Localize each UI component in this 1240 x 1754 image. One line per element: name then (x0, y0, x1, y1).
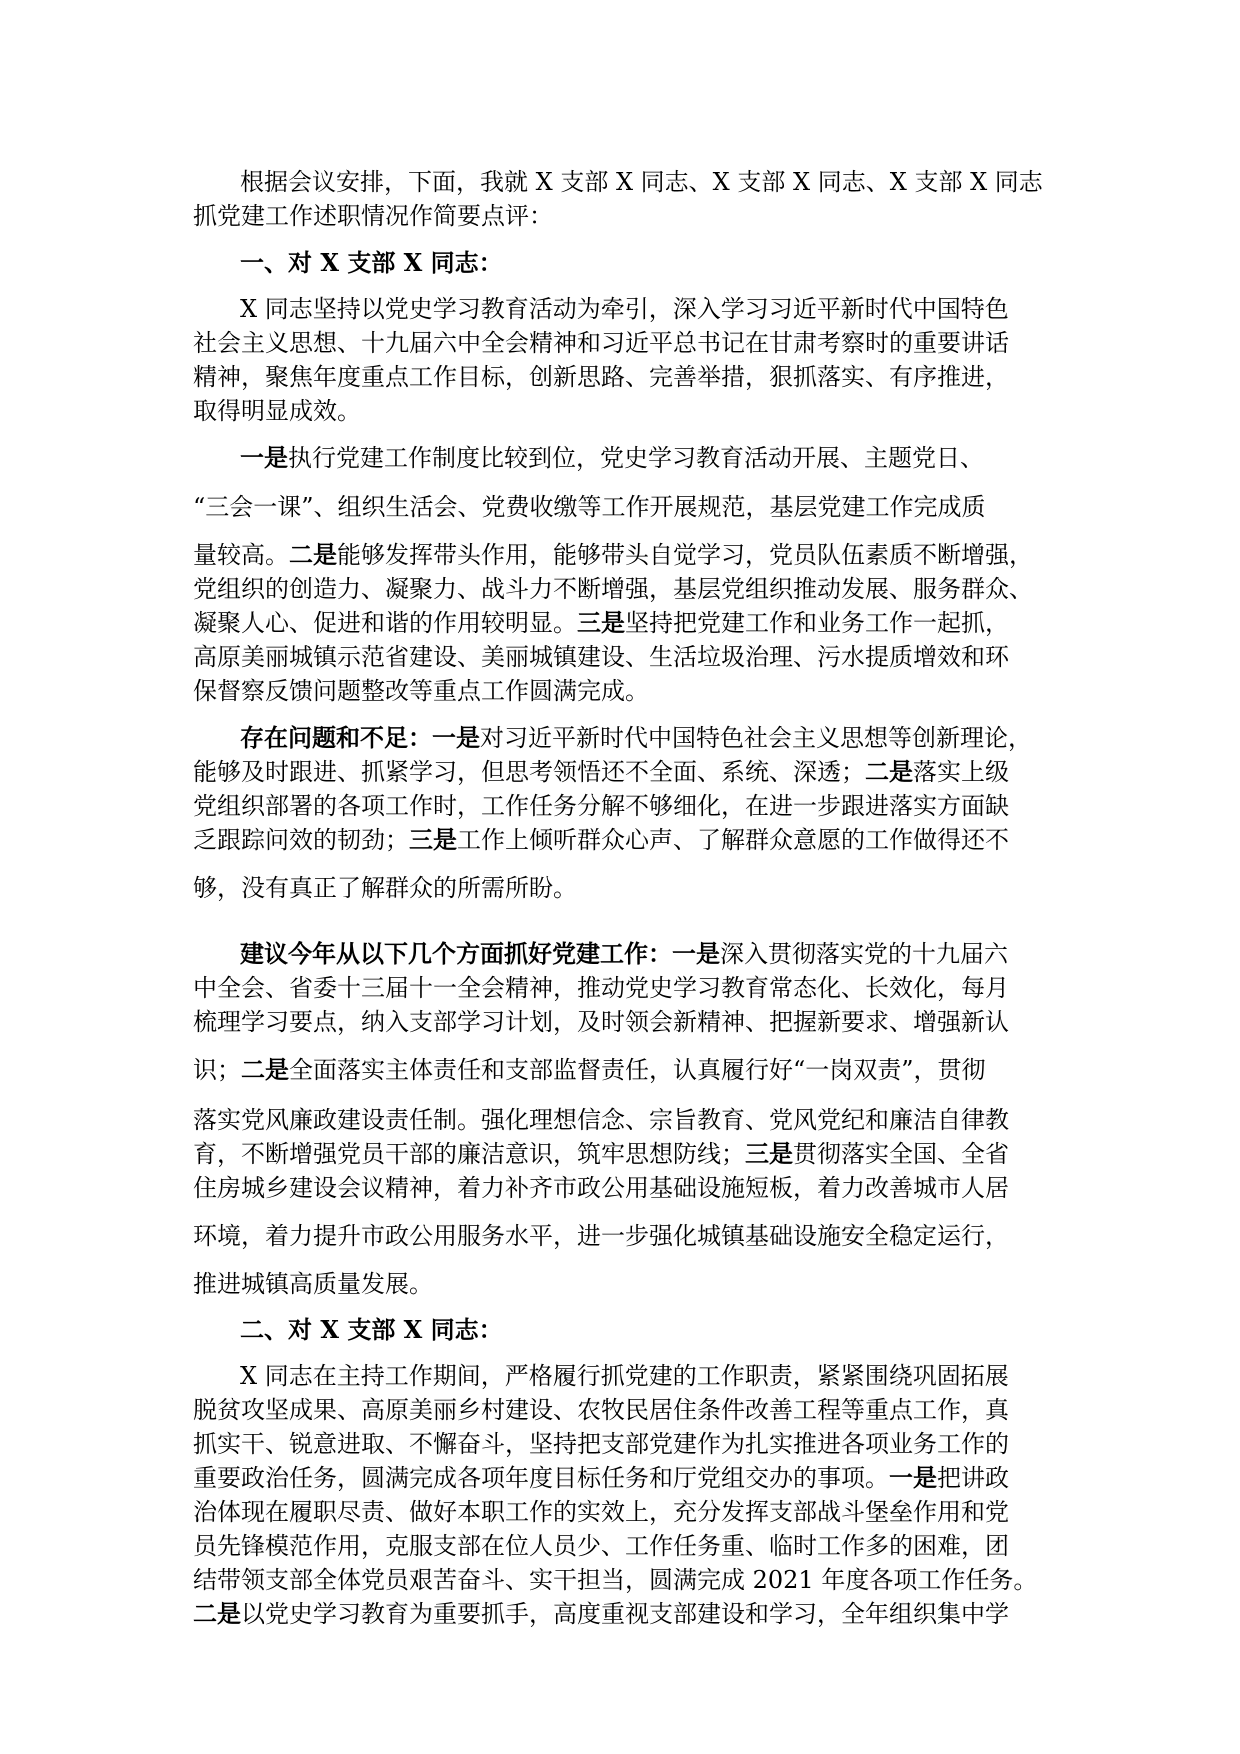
paragraph-text: 对习近平新时代中国特色社会主义思想等创新理论， (480, 724, 1032, 752)
bold-lead: 建议今年从以下几个方面抓好党建工作：一是 (240, 939, 720, 968)
paragraph-text: 全面落实主体责任和支部监督责任，认真履行好“一岗双责”，贯彻 (289, 1056, 986, 1084)
bold-lead: 三是 (577, 608, 625, 637)
paragraph-text: 贯彻落实全国、全省 (793, 1140, 1009, 1168)
paragraph-text: 量较高。 (193, 541, 289, 569)
paragraph-line: 抓党建工作述职情况作简要点评： (193, 202, 553, 230)
paragraph-line: 推进城镇高质量发展。 (193, 1270, 433, 1298)
paragraph-text: 乏跟踪问效的韧劲； (193, 826, 409, 854)
paragraph-line: 梳理学习要点，纳入支部学习计划，及时领会新精神、把握新要求、增强新认 (193, 1008, 1009, 1036)
paragraph-text: 把讲政 (937, 1464, 1009, 1492)
paragraph-line: 员先锋模范作用，克服支部在位人员少、工作任务重、临时工作多的困难，团 (193, 1532, 1009, 1560)
paragraph-line: X 同志坚持以党史学习教育活动为牵引，深入学习习近平新时代中国特色 (240, 295, 1009, 323)
paragraph-line (193, 1137, 1009, 1171)
paragraph-text: 能够发挥带头作用，能够带头自觉学习，党员队伍素质不断增强， (337, 541, 1033, 569)
paragraph-text: 坚持把党建工作和业务工作一起抓， (625, 609, 1009, 637)
paragraph-line (193, 755, 1009, 789)
paragraph-line (193, 606, 1009, 640)
paragraph-line: 精神，聚焦年度重点工作目标，创新思路、完善举措，狠抓落实、有序推进， (193, 363, 1009, 391)
paragraph-line: 党组织部署的各项工作时，工作任务分解不够细化，在进一步跟进落实方面缺 (193, 792, 1009, 820)
paragraph-line: 中全会、省委十三届十一全会精神，推动党史学习教育常态化、长效化，每月 (193, 974, 1009, 1002)
paragraph-line: 党组织的创造力、凝聚力、战斗力不断增强，基层党组织推动发展、服务群众、 (193, 575, 1033, 603)
paragraph-line: 环境，着力提升市政公用服务水平，进一步强化城镇基础设施安全稳定运行， (193, 1222, 1009, 1250)
paragraph-text: 以党史学习教育为重要抓手，高度重视支部建设和学习，全年组织集中学 (241, 1600, 1009, 1628)
paragraph-line: X 同志在主持工作期间，严格履行抓党建的工作职责，紧紧围绕巩固拓展 (240, 1362, 1009, 1390)
paragraph-text: 工作上倾听群众心声、了解群众意愿的工作做得还不 (457, 826, 1009, 854)
paragraph-text: 能够及时跟进、抓紧学习，但思考领悟还不全面、系统、深透； (193, 758, 865, 786)
paragraph-text: 深入贯彻落实党的十九届六 (720, 940, 1008, 968)
paragraph-line: 治体现在履职尽责、做好本职工作的实效上，充分发挥支部战斗堡垒作用和党 (193, 1498, 1009, 1526)
bold-lead: 三是 (745, 1139, 793, 1168)
bold-lead: 二是 (241, 1055, 289, 1084)
paragraph-line (240, 441, 984, 475)
section-heading: 二、对 X 支部 X 同志： (240, 1315, 503, 1344)
paragraph-line: 落实党风廉政建设责任制。强化理想信念、宗旨教育、党风党纪和廉洁自律教 (193, 1106, 1009, 1134)
paragraph-line: 取得明显成效。 (193, 397, 361, 425)
paragraph-line: 高原美丽城镇示范省建设、美丽城镇建设、生活垃圾治理、污水提质增效和环 (193, 643, 1009, 671)
paragraph-line (240, 937, 1008, 971)
paragraph-line (240, 721, 1032, 755)
bold-lead: 一是 (889, 1463, 937, 1492)
paragraph-text: 识； (193, 1056, 241, 1084)
bold-lead: 一是 (240, 443, 288, 472)
paragraph-text: 凝聚人心、促进和谐的作用较明显。 (193, 609, 577, 637)
paragraph-text: 落实上级 (913, 758, 1009, 786)
paragraph-text: 执行党建工作制度比较到位，党史学习教育活动开展、主题党日、 (288, 444, 984, 472)
paragraph-line (193, 538, 1033, 572)
paragraph-line: 保督察反馈问题整改等重点工作圆满完成。 (193, 677, 649, 705)
paragraph-line: 够，没有真正了解群众的所需所盼。 (193, 874, 577, 902)
paragraph-line (193, 1597, 1009, 1631)
paragraph-line: 社会主义思想、十九届六中全会精神和习近平总书记在甘肃考察时的重要讲话 (193, 329, 1009, 357)
bold-lead: 二是 (289, 540, 337, 569)
bold-lead: 存在问题和不足：一是 (240, 723, 480, 752)
bold-lead: 三是 (409, 825, 457, 854)
paragraph-line: 结带领支部全体党员艰苦奋斗、实干担当，圆满完成 2021 年度各项工作任务。 (193, 1566, 1038, 1594)
paragraph-line: “三会一课”、组织生活会、党费收缴等工作开展规范，基层党建工作完成质 (193, 493, 986, 521)
paragraph-line (193, 1461, 1009, 1495)
section-heading: 一、对 X 支部 X 同志： (240, 248, 503, 277)
paragraph-line: 住房城乡建设会议精神，着力补齐市政公用基础设施短板，着力改善城市人居 (193, 1174, 1009, 1202)
bold-lead: 二是 (865, 757, 913, 786)
paragraph-line: 脱贫攻坚成果、高原美丽乡村建设、农牧民居住条件改善工程等重点工作，真 (193, 1396, 1009, 1424)
paragraph-line (193, 823, 1009, 857)
paragraph-text: 重要政治任务，圆满完成各项年度目标任务和厅党组交办的事项。 (193, 1464, 889, 1492)
paragraph-line: 根据会议安排，下面，我就 X 支部 X 同志、X 支部 X 同志、X 支部 X 同志 (240, 168, 1043, 196)
paragraph-line (193, 1053, 986, 1087)
paragraph-text: 育，不断增强党员干部的廉洁意识，筑牢思想防线； (193, 1140, 745, 1168)
bold-lead: 二是 (193, 1599, 241, 1628)
paragraph-line: 抓实干、锐意进取、不懈奋斗，坚持把支部党建作为扎实推进各项业务工作的 (193, 1430, 1009, 1458)
